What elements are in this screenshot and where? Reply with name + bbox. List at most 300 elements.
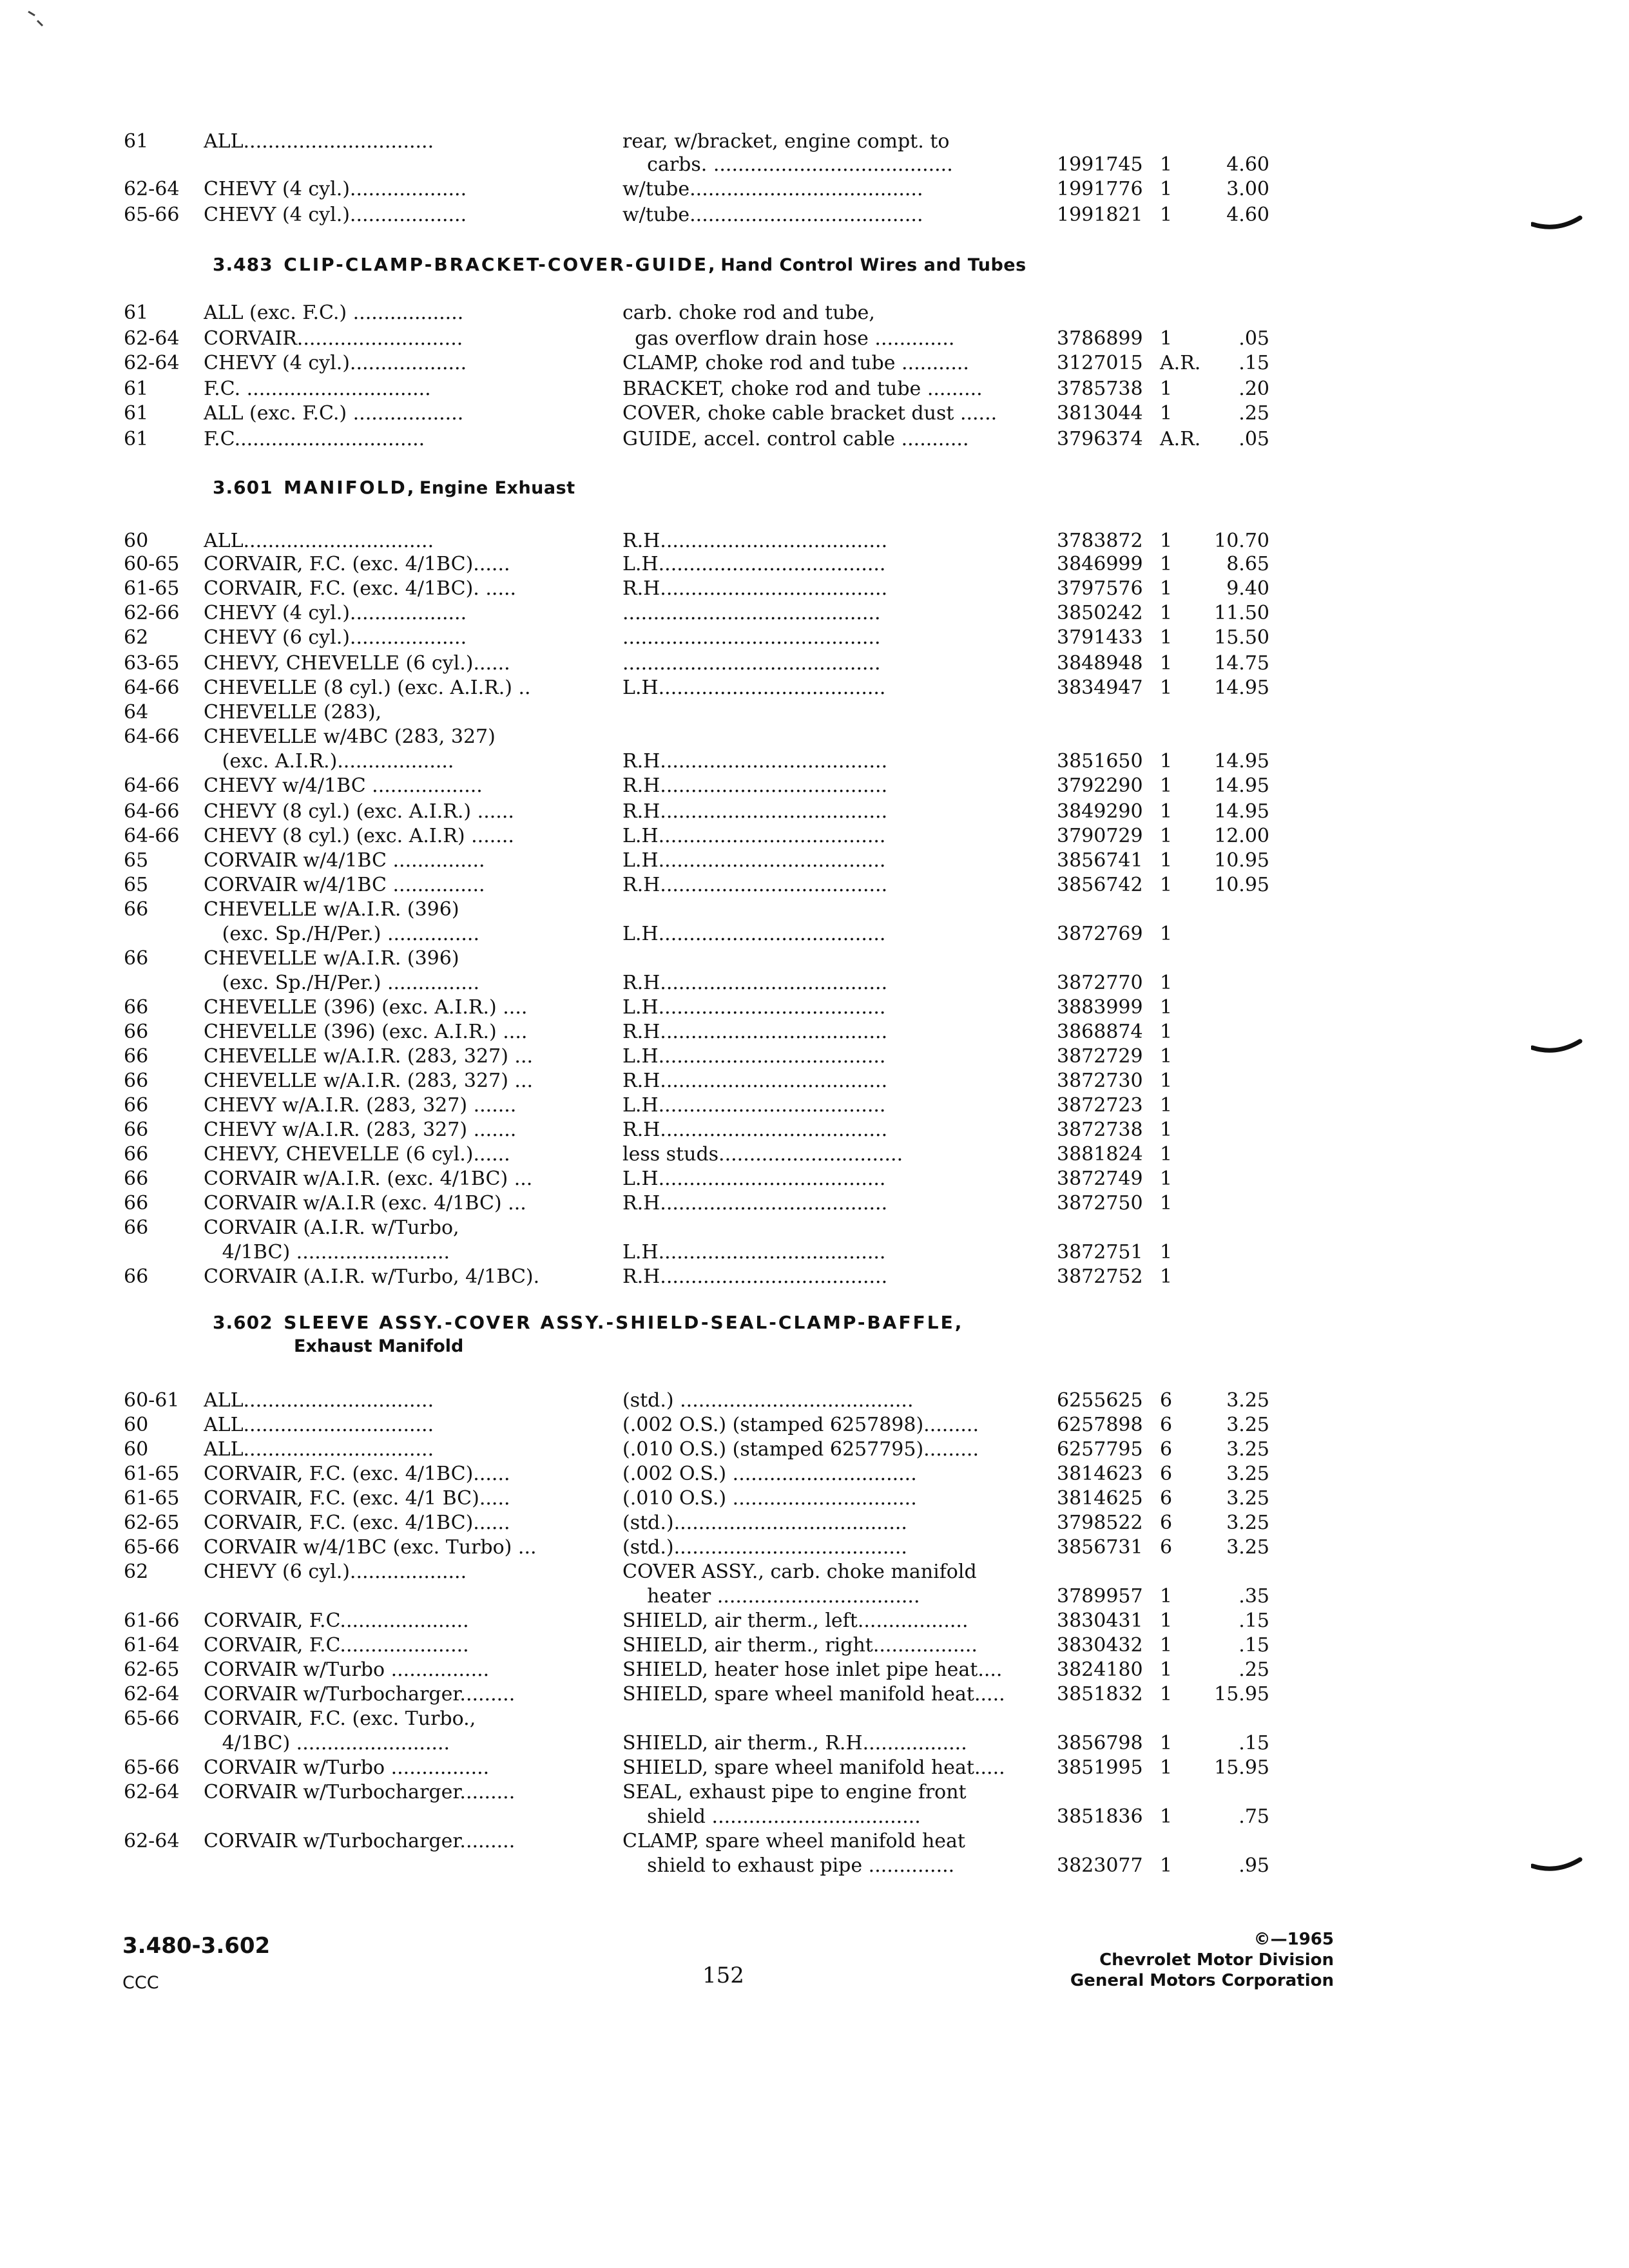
year-range: 62-65 — [124, 1658, 180, 1681]
part-number: 3849290 — [1057, 800, 1143, 823]
page-code: CCC — [122, 1973, 159, 1993]
section-number: 3.483 — [213, 254, 273, 275]
price: .75 — [1239, 1805, 1269, 1828]
part-number: 3856741 — [1057, 849, 1143, 872]
quantity: 1 — [1160, 825, 1173, 847]
model-application: F.C............................... — [204, 428, 425, 450]
price: 14.95 — [1214, 774, 1269, 797]
part-number: 3823077 — [1057, 1854, 1143, 1877]
table-row — [0, 130, 1629, 153]
price: 10.95 — [1214, 874, 1269, 896]
quantity: 1 — [1160, 1683, 1173, 1706]
table-row — [0, 1389, 1629, 1412]
table-row — [0, 923, 1629, 946]
part-number: 3872750 — [1057, 1192, 1143, 1215]
part-description: SHIELD, heater hose inlet pipe heat.... — [622, 1658, 1003, 1681]
model-application: CHEVELLE w/A.I.R. (283, 327) ... — [204, 1070, 534, 1092]
part-description: L.H..................................... — [622, 1045, 886, 1068]
price: .05 — [1239, 327, 1269, 350]
model-application: CORVAIR w/4/1BC ............... — [204, 874, 485, 896]
year-range: 66 — [124, 898, 149, 921]
model-application: CORVAIR, F.C..................... — [204, 1634, 469, 1657]
model-application: ALL............................... — [204, 1438, 434, 1461]
scan-corner-mark — [26, 6, 58, 39]
table-row — [0, 577, 1629, 601]
year-range: 63-65 — [124, 652, 180, 675]
section-subtitle: Hand Control Wires and Tubes — [720, 255, 1027, 275]
model-application: CORVAIR, F.C. (exc. 4/1BC)...... — [204, 1463, 510, 1485]
part-number: 3848948 — [1057, 652, 1143, 675]
model-application: CHEVELLE w/A.I.R. (396) — [204, 947, 459, 970]
price: .20 — [1239, 378, 1269, 400]
part-number: 3872749 — [1057, 1168, 1143, 1190]
model-application: CORVAIR, F.C. (exc. 4/1BC)...... — [204, 553, 510, 575]
year-range: 61 — [124, 402, 149, 425]
price: 4.60 — [1226, 153, 1269, 176]
part-description: SEAL, exhaust pipe to engine front — [622, 1781, 967, 1803]
part-number: 3796374 — [1057, 428, 1143, 450]
binder-mark — [1531, 1036, 1583, 1062]
table-row — [0, 1634, 1629, 1657]
quantity: 1 — [1160, 1805, 1173, 1828]
price: 14.95 — [1214, 750, 1269, 773]
price: 3.25 — [1226, 1438, 1269, 1461]
table-row — [0, 972, 1629, 995]
table-row — [0, 1192, 1629, 1215]
year-range: 62 — [124, 626, 149, 649]
price: 3.25 — [1226, 1414, 1269, 1436]
year-range: 60 — [124, 530, 149, 552]
quantity: 1 — [1160, 1241, 1173, 1264]
part-description: heater ................................. — [622, 1585, 920, 1608]
year-range: 66 — [124, 1192, 149, 1215]
year-range: 64-66 — [124, 800, 180, 823]
price: .95 — [1239, 1854, 1269, 1877]
part-number: 3872751 — [1057, 1241, 1143, 1264]
quantity: 1 — [1160, 1732, 1173, 1754]
year-range: 61-65 — [124, 1463, 180, 1485]
quantity: 1 — [1160, 750, 1173, 773]
model-application: ALL............................... — [204, 530, 434, 552]
model-application: CORVAIR, F.C..................... — [204, 1610, 469, 1632]
part-description: L.H..................................... — [622, 677, 886, 699]
part-number: 3789957 — [1057, 1585, 1143, 1608]
year-range: 61 — [124, 302, 149, 324]
division-name: Chevrolet Motor Division — [1099, 1950, 1334, 1970]
table-row — [0, 1438, 1629, 1461]
table-row — [0, 652, 1629, 675]
model-application: 4/1BC) ......................... — [204, 1732, 450, 1754]
price: 12.00 — [1214, 825, 1269, 847]
table-row — [0, 352, 1629, 375]
part-description: R.H..................................... — [622, 750, 888, 773]
part-description: COVER ASSY., carb. choke manifold — [622, 1561, 977, 1583]
model-application: CHEVY (8 cyl.) (exc. A.I.R) ....... — [204, 825, 514, 847]
model-application: CHEVY (4 cyl.)................... — [204, 352, 467, 374]
model-application: (exc. Sp./H/Per.) ............... — [204, 972, 479, 994]
price: .25 — [1239, 1658, 1269, 1681]
year-range: 66 — [124, 1216, 149, 1239]
part-number: 6257795 — [1057, 1438, 1143, 1461]
part-number: 3830432 — [1057, 1634, 1143, 1657]
year-range: 62-64 — [124, 1830, 180, 1852]
year-range: 65-66 — [124, 204, 180, 226]
part-number: 3872729 — [1057, 1045, 1143, 1068]
table-row — [0, 1536, 1629, 1559]
model-application: CHEVY w/A.I.R. (283, 327) ....... — [204, 1094, 517, 1117]
quantity: 6 — [1160, 1487, 1173, 1510]
quantity: 1 — [1160, 378, 1173, 400]
part-description: SHIELD, air therm., R.H................. — [622, 1732, 967, 1754]
year-range: 61-66 — [124, 1610, 180, 1632]
part-number: 3856731 — [1057, 1536, 1143, 1559]
part-number: 6257898 — [1057, 1414, 1143, 1436]
part-number: 3850242 — [1057, 602, 1143, 624]
quantity: 1 — [1160, 626, 1173, 649]
price: 3.00 — [1226, 178, 1269, 200]
part-number: 1991745 — [1057, 153, 1143, 176]
part-description: R.H..................................... — [622, 800, 888, 823]
part-description: GUIDE, accel. control cable ........... — [622, 428, 969, 450]
quantity: 1 — [1160, 1094, 1173, 1117]
section-title: MANIFOLD, — [284, 477, 416, 498]
model-application: CORVAIR, F.C. (exc. 4/1 BC)..... — [204, 1487, 510, 1510]
price: .15 — [1239, 1634, 1269, 1657]
quantity: 1 — [1160, 923, 1173, 945]
table-row — [0, 1854, 1629, 1878]
price: 10.95 — [1214, 849, 1269, 872]
table-row — [0, 1585, 1629, 1608]
part-description: L.H..................................... — [622, 996, 886, 1019]
table-row — [0, 947, 1629, 970]
model-application: CORVAIR, F.C. (exc. Turbo., — [204, 1707, 476, 1730]
year-range: 66 — [124, 1021, 149, 1043]
table-row — [0, 1265, 1629, 1289]
quantity: 6 — [1160, 1414, 1173, 1436]
model-application: CHEVELLE (396) (exc. A.I.R.) .... — [204, 996, 528, 1019]
price: .25 — [1239, 402, 1269, 425]
quantity: 6 — [1160, 1389, 1173, 1412]
price: 14.75 — [1214, 652, 1269, 675]
quantity: 1 — [1160, 204, 1173, 226]
quantity: 1 — [1160, 178, 1173, 200]
table-row — [0, 428, 1629, 451]
part-number: 3872752 — [1057, 1265, 1143, 1288]
part-description: R.H..................................... — [622, 530, 888, 552]
part-description: less studs.............................. — [622, 1143, 903, 1166]
part-number: 6255625 — [1057, 1389, 1143, 1412]
part-description: L.H..................................... — [622, 825, 886, 847]
quantity: 1 — [1160, 677, 1173, 699]
year-range: 61 — [124, 428, 149, 450]
part-description: CLAMP, spare wheel manifold heat — [622, 1830, 965, 1852]
model-application: CORVAIR (A.I.R. w/Turbo, — [204, 1216, 459, 1239]
quantity: 6 — [1160, 1463, 1173, 1485]
year-range: 62-64 — [124, 1683, 180, 1706]
model-application: CORVAIR w/4/1BC (exc. Turbo) ... — [204, 1536, 537, 1559]
quantity: 1 — [1160, 153, 1173, 176]
table-row — [0, 1487, 1629, 1510]
year-range: 64-66 — [124, 774, 180, 797]
part-description: (.002 O.S.) (stamped 6257898)......... — [622, 1414, 979, 1436]
year-range: 65-66 — [124, 1756, 180, 1779]
year-range: 60-65 — [124, 553, 180, 575]
quantity: 6 — [1160, 1438, 1173, 1461]
model-application: ALL............................... — [204, 1414, 434, 1436]
quantity: 6 — [1160, 1512, 1173, 1534]
part-number: 3834947 — [1057, 677, 1143, 699]
part-description: .......................................... — [622, 652, 881, 675]
quantity: 6 — [1160, 1536, 1173, 1559]
part-description: (.010 O.S.) (stamped 6257795)......... — [622, 1438, 979, 1461]
model-application: CHEVY (8 cyl.) (exc. A.I.R.) ...... — [204, 800, 514, 823]
price: 15.50 — [1214, 626, 1269, 649]
model-application: CHEVY w/A.I.R. (283, 327) ....... — [204, 1119, 517, 1141]
year-range: 61 — [124, 130, 149, 153]
part-description: R.H..................................... — [622, 1021, 888, 1043]
price: 14.95 — [1214, 677, 1269, 699]
table-row — [0, 302, 1629, 325]
price: 3.25 — [1226, 1463, 1269, 1485]
year-range: 61 — [124, 378, 149, 400]
year-range: 60 — [124, 1438, 149, 1461]
part-description: (.010 O.S.) .............................. — [622, 1487, 917, 1510]
model-application: ALL............................... — [204, 130, 434, 153]
part-description: (std.) ...................................... — [622, 1389, 914, 1412]
table-row — [0, 1732, 1629, 1755]
part-number: 3868874 — [1057, 1021, 1143, 1043]
price: 10.70 — [1214, 530, 1269, 552]
part-number: 3851995 — [1057, 1756, 1143, 1779]
table-row — [0, 1463, 1629, 1486]
binder-mark — [1531, 213, 1583, 238]
year-range: 64-66 — [124, 825, 180, 847]
year-range: 61-65 — [124, 1487, 180, 1510]
publisher-block — [999, 1929, 1334, 1991]
part-description: BRACKET, choke rod and tube ......... — [622, 378, 983, 400]
table-row — [0, 701, 1629, 724]
table-row — [0, 1045, 1629, 1068]
price: .15 — [1239, 1610, 1269, 1632]
table-row — [0, 750, 1629, 773]
model-application: 4/1BC) ......................... — [204, 1241, 450, 1264]
quantity: A.R. — [1160, 428, 1201, 450]
table-row — [0, 378, 1629, 401]
part-number: 3846999 — [1057, 553, 1143, 575]
model-application: CORVAIR w/A.I.R (exc. 4/1BC) ... — [204, 1192, 526, 1215]
table-row — [0, 1805, 1629, 1829]
part-description: .......................................... — [622, 626, 881, 649]
price: 3.25 — [1226, 1389, 1269, 1412]
section-number: 3.601 — [213, 477, 273, 498]
model-application: CORVAIR w/4/1BC ............... — [204, 849, 485, 872]
table-row — [0, 1756, 1629, 1780]
part-description: R.H..................................... — [622, 1119, 888, 1141]
part-description: rear, w/bracket, engine compt. to — [622, 130, 950, 153]
table-row — [0, 677, 1629, 700]
model-application: CHEVY, CHEVELLE (6 cyl.)...... — [204, 1143, 510, 1166]
table-row — [0, 178, 1629, 201]
binder-mark — [1531, 1854, 1583, 1880]
quantity: 1 — [1160, 1265, 1173, 1288]
table-row — [0, 553, 1629, 576]
model-application: CHEVY (6 cyl.)................... — [204, 626, 467, 649]
quantity: 1 — [1160, 996, 1173, 1019]
part-number: 3792290 — [1057, 774, 1143, 797]
part-number: 3127015 — [1057, 352, 1143, 374]
table-row — [0, 1094, 1629, 1117]
model-application: CHEVY w/4/1BC .................. — [204, 774, 483, 797]
part-number: 3856798 — [1057, 1732, 1143, 1754]
table-row — [0, 800, 1629, 823]
table-row — [0, 626, 1629, 649]
table-row — [0, 996, 1629, 1019]
section-subtitle: Engine Exhuast — [419, 478, 575, 498]
part-description: L.H..................................... — [622, 1094, 886, 1117]
model-application: (exc. Sp./H/Per.) ............... — [204, 923, 479, 945]
table-row — [0, 153, 1629, 177]
price: 11.50 — [1214, 602, 1269, 624]
table-row — [0, 1830, 1629, 1853]
price: 3.25 — [1226, 1487, 1269, 1510]
model-application: CHEVELLE w/4BC (283, 327) — [204, 726, 496, 748]
year-range: 66 — [124, 1070, 149, 1092]
part-number: 3790729 — [1057, 825, 1143, 847]
model-application: CORVAIR w/Turbocharger......... — [204, 1830, 516, 1852]
part-number: 3813044 — [1057, 402, 1143, 425]
model-application: CHEVY, CHEVELLE (6 cyl.)...... — [204, 652, 510, 675]
year-range: 66 — [124, 1265, 149, 1288]
part-description: (std.)...................................... — [622, 1536, 907, 1559]
part-description: (.002 O.S.) .............................. — [622, 1463, 917, 1485]
table-row — [0, 898, 1629, 921]
table-row — [0, 602, 1629, 625]
part-number: 3797576 — [1057, 577, 1143, 600]
quantity: 1 — [1160, 1585, 1173, 1608]
year-range: 62-64 — [124, 1781, 180, 1803]
part-number: 3883999 — [1057, 996, 1143, 1019]
price: 3.25 — [1226, 1536, 1269, 1559]
table-row — [0, 1512, 1629, 1535]
price: 14.95 — [1214, 800, 1269, 823]
section-title: SLEEVE ASSY.-COVER ASSY.-SHIELD-SEAL-CLAMP-BAFFLE, — [284, 1312, 964, 1333]
year-range: 65-66 — [124, 1536, 180, 1559]
table-row — [0, 1021, 1629, 1044]
price: 15.95 — [1214, 1756, 1269, 1779]
quantity: 1 — [1160, 800, 1173, 823]
part-description: (std.)...................................... — [622, 1512, 907, 1534]
part-number: 3872730 — [1057, 1070, 1143, 1092]
part-description: L.H..................................... — [622, 849, 886, 872]
model-application: F.C. .............................. — [204, 378, 431, 400]
quantity: 1 — [1160, 1021, 1173, 1043]
part-number: 3786899 — [1057, 327, 1143, 350]
year-range: 64-66 — [124, 726, 180, 748]
quantity: 1 — [1160, 1192, 1173, 1215]
year-range: 65-66 — [124, 1707, 180, 1730]
model-application: (exc. A.I.R.)................... — [204, 750, 454, 773]
model-application: CHEVELLE (8 cyl.) (exc. A.I.R.) .. — [204, 677, 531, 699]
table-row — [0, 204, 1629, 227]
table-row — [0, 1561, 1629, 1584]
quantity: 1 — [1160, 1610, 1173, 1632]
model-application: CORVAIR w/Turbocharger......... — [204, 1683, 516, 1706]
part-description: CLAMP, choke rod and tube ........... — [622, 352, 969, 374]
table-row — [0, 1707, 1629, 1731]
quantity: 1 — [1160, 327, 1173, 350]
quantity: 1 — [1160, 1045, 1173, 1068]
year-range: 64-66 — [124, 677, 180, 699]
year-range: 66 — [124, 947, 149, 970]
part-number: 3851650 — [1057, 750, 1143, 773]
part-description: L.H..................................... — [622, 1241, 886, 1264]
part-number: 3814625 — [1057, 1487, 1143, 1510]
year-range: 66 — [124, 1094, 149, 1117]
quantity: 1 — [1160, 1119, 1173, 1141]
quantity: 1 — [1160, 874, 1173, 896]
part-description: R.H..................................... — [622, 972, 888, 994]
part-description: .......................................... — [622, 602, 881, 624]
part-description: w/tube...................................... — [622, 178, 923, 200]
year-range: 62 — [124, 1561, 149, 1583]
model-application: CORVAIR, F.C. (exc. 4/1BC)...... — [204, 1512, 510, 1534]
table-row — [0, 1658, 1629, 1682]
part-description: COVER, choke cable bracket dust ...... — [622, 402, 998, 425]
model-application: CORVAIR w/A.I.R. (exc. 4/1BC) ... — [204, 1168, 533, 1190]
quantity: 1 — [1160, 602, 1173, 624]
year-range: 62-64 — [124, 352, 180, 374]
part-description: shield .................................. — [622, 1805, 921, 1828]
part-number: 1991821 — [1057, 204, 1143, 226]
year-range: 60 — [124, 1414, 149, 1436]
model-application: ALL............................... — [204, 1389, 434, 1412]
quantity: 1 — [1160, 530, 1173, 552]
part-description: R.H..................................... — [622, 1070, 888, 1092]
table-row — [0, 1216, 1629, 1240]
part-description: SHIELD, air therm., right................. — [622, 1634, 978, 1657]
section-heading — [213, 1312, 963, 1333]
quantity: 1 — [1160, 972, 1173, 994]
part-description: R.H..................................... — [622, 774, 888, 797]
part-number: 3872770 — [1057, 972, 1143, 994]
year-range: 66 — [124, 996, 149, 1019]
part-description: L.H..................................... — [622, 923, 886, 945]
quantity: 1 — [1160, 1634, 1173, 1657]
part-number: 3783872 — [1057, 530, 1143, 552]
part-number: 3872738 — [1057, 1119, 1143, 1141]
part-description: R.H..................................... — [622, 577, 888, 600]
part-number: 3881824 — [1057, 1143, 1143, 1166]
section-number: 3.602 — [213, 1312, 273, 1333]
table-row — [0, 1070, 1629, 1093]
part-number: 3856742 — [1057, 874, 1143, 896]
section-heading — [213, 254, 1027, 275]
table-row — [0, 530, 1629, 553]
part-number: 3824180 — [1057, 1658, 1143, 1681]
price: 4.60 — [1226, 204, 1269, 226]
part-number: 3814623 — [1057, 1463, 1143, 1485]
year-range: 62-64 — [124, 327, 180, 350]
part-number: 3830431 — [1057, 1610, 1143, 1632]
table-row — [0, 774, 1629, 798]
quantity: 1 — [1160, 1854, 1173, 1877]
part-description: SHIELD, air therm., left.................. — [622, 1610, 969, 1632]
year-range: 65 — [124, 874, 149, 896]
model-application: CHEVELLE w/A.I.R. (283, 327) ... — [204, 1045, 534, 1068]
copyright: ©—1965 — [1253, 1930, 1334, 1949]
table-row — [0, 726, 1629, 749]
table-row — [0, 1143, 1629, 1166]
